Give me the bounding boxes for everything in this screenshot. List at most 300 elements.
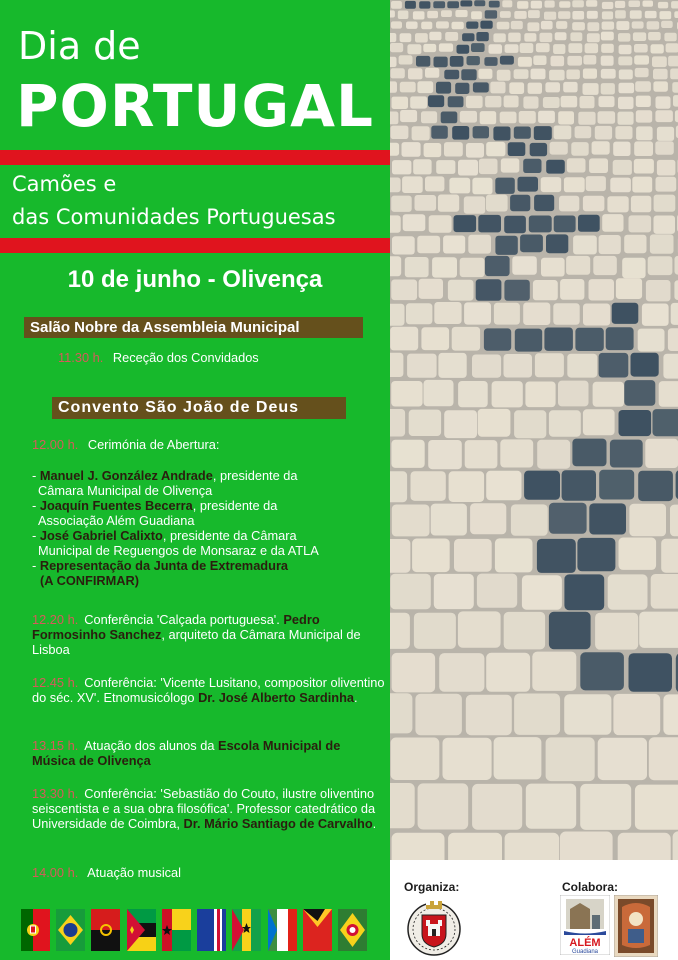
light-stone (511, 21, 523, 29)
light-stone (543, 97, 560, 108)
light-stone (391, 196, 412, 212)
light-stone (390, 57, 397, 67)
light-stone (671, 1, 678, 8)
light-stone (663, 354, 678, 379)
dark-stone (612, 303, 639, 324)
program-text: Cerimónia de Abertura: (87, 437, 220, 452)
light-stone (443, 738, 492, 780)
light-stone (432, 257, 457, 277)
light-stone (564, 177, 585, 192)
dark-stone (504, 216, 526, 234)
cplp-flags-strip (18, 906, 370, 954)
light-stone (391, 1, 402, 9)
dark-stone (510, 195, 530, 211)
light-stone (648, 256, 673, 275)
speaker-role: Câmara Municipal de Olivença (38, 483, 213, 498)
light-stone (429, 215, 452, 233)
light-stone (415, 33, 428, 42)
dark-stone (580, 652, 624, 690)
light-stone (390, 215, 401, 232)
light-stone (464, 196, 485, 213)
light-stone (616, 21, 629, 30)
dark-stone (416, 56, 430, 67)
light-stone (583, 409, 615, 435)
dark-stone (461, 69, 476, 80)
light-stone (567, 354, 597, 378)
light-stone (553, 44, 565, 54)
dark-stone (476, 32, 488, 41)
light-stone (670, 505, 678, 537)
light-stone (438, 353, 466, 378)
light-stone (652, 56, 667, 67)
title-line2: PORTUGAL (16, 72, 374, 140)
light-stone (602, 11, 613, 19)
light-stone (390, 43, 403, 52)
light-stone (392, 505, 430, 537)
light-stone (522, 575, 562, 610)
dark-stone (433, 1, 445, 8)
light-stone (634, 55, 649, 64)
light-stone (598, 738, 647, 780)
light-stone (618, 33, 630, 42)
light-stone (438, 195, 459, 212)
light-stone (601, 56, 614, 66)
light-stone (443, 236, 465, 254)
light-stone (572, 0, 584, 7)
program-text: Atuação musical (87, 865, 182, 880)
light-stone (424, 380, 454, 406)
light-stone (635, 81, 651, 91)
light-stone (528, 83, 542, 94)
light-stone (615, 1, 625, 8)
light-stone (390, 783, 415, 828)
light-stone (558, 111, 574, 124)
speaker-name: Joaquín Fuentes Becerra (39, 498, 193, 513)
brazil-flag (56, 909, 85, 951)
light-stone (618, 112, 634, 125)
light-stone (613, 694, 660, 735)
program-item-musical (32, 865, 387, 880)
dark-stone (419, 1, 430, 8)
dark-stone (599, 470, 634, 500)
light-stone (599, 96, 615, 107)
light-stone (431, 504, 467, 536)
light-stone (560, 279, 584, 300)
light-stone (535, 353, 564, 377)
light-stone (480, 111, 497, 124)
light-stone (509, 82, 524, 94)
light-stone (632, 21, 644, 28)
cplp-flag (338, 909, 367, 951)
light-stone (413, 11, 425, 19)
light-stone (599, 235, 621, 254)
dark-stone (624, 380, 655, 406)
light-stone (406, 303, 432, 324)
dark-stone (485, 10, 497, 18)
light-stone (390, 409, 405, 437)
light-stone (656, 177, 677, 192)
light-stone (494, 737, 542, 779)
light-stone (553, 303, 579, 325)
dark-stone (457, 45, 470, 54)
light-stone (390, 143, 399, 156)
light-stone (497, 22, 510, 30)
light-stone (634, 159, 654, 174)
program-item-reception (58, 350, 413, 365)
calcada-pattern (390, 0, 678, 860)
light-stone (632, 177, 652, 193)
light-stone (466, 96, 483, 108)
light-stone (536, 43, 550, 52)
speaker-item: - Manuel J. González Andrade, presidente da (32, 468, 298, 483)
light-stone (583, 196, 605, 212)
speaker-list (32, 468, 387, 588)
light-stone (657, 160, 676, 176)
light-stone (409, 410, 441, 436)
dark-stone (577, 538, 615, 571)
light-stone (391, 738, 440, 781)
subtitle-line1: Camões e (12, 172, 117, 196)
light-stone (528, 10, 540, 18)
light-stone (390, 471, 407, 502)
light-stone (615, 126, 632, 139)
dark-stone (504, 280, 529, 301)
light-stone (410, 96, 427, 108)
light-stone (465, 440, 498, 468)
light-stone (406, 22, 418, 29)
light-stone (650, 234, 674, 253)
dark-stone (523, 159, 541, 173)
light-stone (478, 409, 511, 437)
colabora-partner-emblem (614, 895, 658, 957)
dark-stone (452, 126, 469, 140)
light-stone (572, 11, 584, 20)
light-stone (629, 1, 641, 8)
light-stone (568, 43, 582, 53)
light-stone (634, 44, 648, 53)
light-stone (549, 70, 565, 81)
dark-stone (629, 653, 673, 692)
confirm-note: (A CONFIRMAR) (40, 573, 140, 588)
light-stone (545, 1, 555, 8)
dark-stone (564, 574, 604, 610)
alem-logo-subtext: Guadiana (571, 949, 599, 955)
light-stone (653, 69, 668, 80)
speaker-item: - José Gabriel Calixto, presidente da Câmara (32, 528, 297, 543)
speaker-role: Municipal de Reguengos de Monsaraz e da ATLA (38, 543, 319, 558)
dark-stone (454, 215, 477, 232)
light-stone (593, 382, 624, 407)
light-stone (518, 57, 532, 67)
light-stone (544, 12, 556, 20)
light-stone (613, 160, 632, 175)
light-stone (472, 355, 501, 378)
light-stone (525, 382, 555, 408)
light-stone (549, 410, 581, 436)
light-stone (449, 178, 470, 194)
light-stone (500, 439, 533, 467)
light-stone (586, 0, 597, 7)
dark-stone (514, 127, 531, 139)
light-stone (390, 693, 412, 733)
time-label: 12.20 h. (32, 612, 79, 627)
light-stone (421, 111, 437, 123)
light-stone (636, 96, 651, 107)
light-stone (595, 126, 612, 140)
light-stone (466, 143, 484, 158)
dark-stone (546, 160, 565, 174)
light-stone (444, 410, 477, 438)
light-stone (580, 96, 595, 108)
light-stone (583, 55, 596, 64)
dark-stone (476, 279, 502, 301)
light-stone (458, 611, 501, 647)
dark-stone (520, 235, 543, 253)
light-stone (635, 68, 649, 77)
light-stone (663, 694, 678, 735)
light-stone (619, 83, 635, 94)
light-stone (657, 127, 674, 141)
light-stone (559, 1, 570, 8)
colabora-label: Colabora: (562, 880, 619, 894)
light-stone (618, 833, 671, 860)
light-stone (589, 158, 608, 173)
light-stone (444, 142, 463, 156)
angola-flag (91, 909, 120, 951)
light-stone (398, 11, 409, 20)
light-stone (651, 574, 678, 609)
light-stone (460, 111, 477, 123)
dark-stone (448, 96, 464, 107)
dark-stone (631, 353, 659, 377)
light-stone (670, 69, 678, 80)
light-stone (494, 303, 520, 325)
light-stone (636, 126, 653, 140)
light-stone (559, 196, 579, 212)
light-stone (405, 257, 429, 277)
light-stone (586, 176, 606, 191)
light-stone (414, 613, 456, 649)
light-stone (504, 96, 519, 108)
light-stone (485, 96, 501, 108)
time-label: 12.00 h. (32, 437, 79, 452)
program-text: Receção dos Convidados (112, 350, 259, 365)
light-stone (550, 142, 568, 155)
light-stone (630, 10, 642, 18)
light-stone (402, 142, 421, 157)
light-stone (546, 737, 595, 781)
light-stone (390, 327, 418, 351)
dark-stone (471, 43, 485, 52)
title-line1: Dia de (18, 24, 141, 68)
light-stone (391, 21, 402, 28)
light-stone (445, 32, 458, 41)
light-stone (470, 503, 506, 534)
program-item-opening (32, 437, 387, 452)
light-stone (526, 784, 576, 829)
light-stone (464, 302, 491, 324)
light-stone (452, 327, 480, 351)
light-stone (653, 81, 668, 91)
light-stone (452, 22, 464, 30)
light-stone (592, 141, 610, 154)
light-stone (454, 539, 492, 572)
red-divider-bottom (0, 238, 390, 253)
dark-stone (462, 33, 474, 41)
light-stone (656, 96, 671, 108)
light-stone (427, 11, 438, 18)
light-stone (645, 11, 657, 18)
light-stone (390, 539, 410, 573)
light-stone (618, 56, 632, 65)
dark-stone (619, 410, 652, 436)
dark-stone (441, 112, 458, 124)
light-stone (631, 196, 651, 213)
light-stone (514, 410, 546, 438)
time-label: 11.30 h. (58, 350, 104, 365)
light-stone (615, 10, 626, 18)
dark-stone (653, 409, 678, 436)
light-stone (514, 694, 560, 735)
light-stone (642, 304, 669, 326)
light-stone (672, 82, 678, 93)
dark-stone (544, 328, 573, 351)
light-stone (636, 110, 652, 122)
light-stone (523, 303, 550, 326)
dark-stone (434, 57, 448, 68)
light-stone (425, 176, 444, 191)
light-stone (564, 694, 611, 735)
time-label: 14.00 h. (32, 865, 79, 880)
dark-stone (428, 95, 444, 107)
dark-stone (572, 439, 606, 467)
light-stone (472, 784, 522, 830)
cape-verde-flag (197, 909, 226, 951)
light-stone (540, 33, 553, 42)
light-stone (567, 56, 582, 66)
light-stone (390, 81, 397, 92)
dark-stone (460, 0, 472, 6)
olivenca-coat-of-arms-icon (404, 898, 464, 956)
speaker-name: Manuel J. González Andrade (39, 468, 213, 483)
light-stone (638, 329, 665, 352)
light-stone (619, 538, 657, 570)
light-stone (668, 56, 678, 67)
light-stone (392, 236, 415, 254)
dark-stone (610, 440, 643, 468)
light-stone (589, 279, 615, 300)
light-stone (514, 69, 529, 79)
light-stone (392, 833, 445, 860)
dark-stone (534, 195, 554, 211)
light-stone (661, 539, 678, 573)
light-stone (486, 195, 508, 212)
dark-stone (480, 21, 492, 29)
light-stone (390, 178, 401, 193)
light-stone (523, 96, 538, 108)
dark-stone (549, 612, 591, 649)
light-stone (478, 69, 492, 79)
light-stone (486, 653, 530, 692)
light-stone (671, 303, 678, 325)
dark-stone (575, 328, 603, 351)
dark-stone (444, 70, 459, 80)
dark-stone (466, 22, 478, 29)
light-stone (419, 279, 443, 299)
light-stone (619, 45, 632, 54)
light-stone (561, 96, 578, 108)
subtitle-line2: das Comunidades Portuguesas (12, 205, 336, 229)
light-stone (563, 82, 577, 93)
light-stone (655, 110, 673, 122)
light-stone (425, 68, 439, 78)
speaker-item: - Joaquín Fuentes Becerra, presidente da (32, 498, 278, 513)
light-stone (646, 280, 671, 301)
light-stone (407, 44, 421, 54)
program-item-calcada: 12.20 h. Conferência 'Calçada portuguesa'. Pedro Formosinho Sanchez, arquiteto da Câmara Municipal de Lisboa (32, 612, 361, 657)
light-stone (595, 613, 638, 650)
equatorial-guinea-flag (268, 909, 297, 951)
light-stone (390, 613, 410, 649)
light-stone (531, 69, 546, 80)
light-stone (504, 612, 545, 650)
light-stone (412, 126, 430, 140)
light-stone (392, 160, 411, 174)
light-stone (448, 280, 474, 301)
light-stone (658, 2, 668, 8)
dark-stone (473, 82, 489, 92)
light-stone (558, 381, 589, 407)
light-stone (633, 32, 646, 41)
guinea-bissau-flag (162, 909, 191, 951)
light-stone (570, 32, 582, 41)
light-stone (583, 304, 610, 326)
light-stone (610, 178, 631, 193)
light-stone (602, 214, 623, 232)
speaker-name: José Gabriel Calixto (39, 528, 163, 543)
light-stone (436, 21, 449, 28)
light-stone (458, 381, 488, 407)
light-stone (392, 653, 436, 693)
dark-stone (554, 216, 576, 233)
light-stone (587, 33, 600, 42)
dark-stone (478, 215, 501, 233)
light-stone (448, 833, 502, 860)
school-name: Escola Municipal de Música de Olivença (32, 738, 341, 768)
dark-stone (500, 56, 514, 65)
program-item-lusitano: 12.45 h. Conferência: 'Vicente Lusitano, compositor oliventino do séc. XV'. Etnomusicólogo Dr. José Alberto Sardinha. (32, 675, 385, 705)
dark-stone (546, 234, 568, 253)
timor-leste-flag (303, 909, 332, 951)
light-stone (400, 33, 412, 42)
light-stone (573, 236, 597, 255)
light-stone (545, 82, 560, 92)
dark-stone (562, 470, 596, 501)
light-stone (490, 82, 505, 94)
time-label: 13.30 h. (32, 786, 79, 801)
light-stone (558, 11, 570, 19)
light-stone (508, 33, 521, 42)
light-stone (618, 97, 634, 109)
light-stone (593, 256, 617, 275)
time-label: 12.45 h. (32, 675, 79, 690)
light-stone (602, 2, 613, 9)
dark-stone (518, 177, 539, 192)
dark-stone (578, 215, 600, 232)
dark-stone (450, 56, 464, 67)
light-stone (635, 785, 678, 830)
dark-stone (489, 1, 500, 8)
